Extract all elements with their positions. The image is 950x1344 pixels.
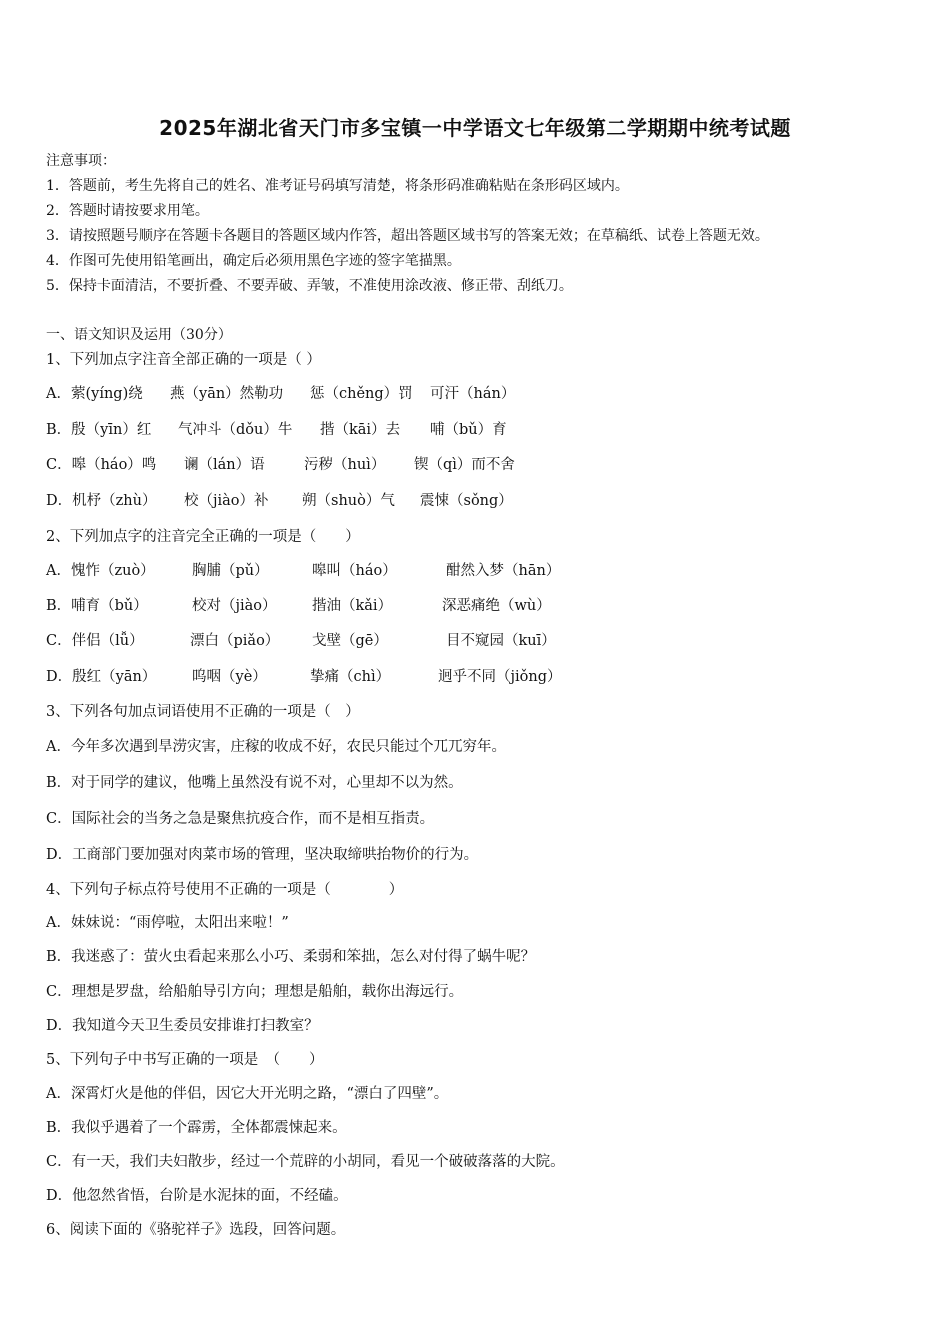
notice-item: 5．保持卡面清洁，不要折叠、不要弄破、弄皱，不准使用涂改液、修正带、刮纸刀。 (46, 278, 573, 294)
option-part: 惩（chěng）罚 (310, 386, 413, 402)
option-part: 谰（lán）语 (184, 457, 265, 473)
option-part: 朔（shuò）气 (302, 493, 395, 509)
option-part: D．殷红（yān） (46, 669, 157, 685)
question-3-option-c: C．国际社会的当务之急是聚焦抗疫合作，而不是相互指责。 (46, 811, 435, 827)
question-5-option-d: D．他忽然省悟，台阶是水泥抹的面，不经磕。 (46, 1188, 348, 1204)
option-part: 胸脯（pǔ） (192, 563, 269, 579)
exam-title: 2025年湖北省天门市多宝镇一中学语文七年级第二学期期中统考试题 (159, 116, 791, 140)
question-4-option-b: B．我迷惑了：萤火虫看起来那么小巧、柔弱和笨拙，怎么对付得了蜗牛呢？ (46, 949, 536, 965)
option-part: 深恶痛绝（wù） (442, 598, 551, 614)
option-part: B．殷（yīn）红 (46, 422, 152, 438)
question-3-option-b: B．对于同学的建议，他嘴上虽然没有说不对，心里却不以为然。 (46, 775, 463, 791)
question-6-stem: 6、阅读下面的《骆驼祥子》选段，回答问题。 (46, 1222, 346, 1238)
section-heading: 一、语文知识及运用（30分） (46, 327, 232, 343)
option-part: 震悚（sǒng） (420, 493, 513, 509)
option-part: 挚痛（chì） (310, 669, 391, 685)
notice-item: 2．答题时请按要求用笔。 (46, 203, 209, 219)
option-part: 校（jiào）补 (184, 493, 269, 509)
option-part: B．哺育（bǔ） (46, 598, 148, 614)
option-part: 气冲斗（dǒu）牛 (178, 422, 293, 438)
question-4-option-d: D．我知道今天卫生委员安排谁打扫教室？ (46, 1018, 319, 1034)
option-part: 揩（kāi）去 (320, 422, 401, 438)
question-5-option-a: A．深霄灯火是他的伴侣，因它大开光明之路，“漂白了四壁”。 (46, 1086, 449, 1102)
question-2-option-c (46, 631, 906, 653)
option-part: A．萦(yíng)绕 (46, 386, 143, 402)
question-4-option-a: A．妹妹说：“雨停啦，太阳出来啦！” (46, 915, 289, 931)
question-1-option-d (46, 491, 906, 513)
question-5-option-b: B．我似乎遇着了一个霹雳，全体都震悚起来。 (46, 1120, 347, 1136)
option-part: 哺（bǔ）育 (430, 422, 507, 438)
question-2-stem: 2、下列加点字的注音完全正确的一项是（ ） (46, 529, 360, 545)
question-3-stem: 3、下列各句加点词语使用不正确的一项是（ ） (46, 704, 360, 720)
question-2-option-d (46, 667, 906, 689)
question-1-option-a (46, 384, 906, 406)
notice-heading: 注意事项： (46, 153, 116, 169)
option-part: C．嗥（háo）鸣 (46, 457, 157, 473)
option-part: 嗥叫（háo） (312, 563, 397, 579)
option-part: 燕（yān）然勒功 (170, 386, 284, 402)
notice-item: 1．答题前，考生先将自己的姓名、准考证号码填写清楚，将条形码准确粘贴在条形码区域内。 (46, 178, 629, 194)
option-part: 锲（qì）而不舍 (414, 457, 515, 473)
option-part: 酣然入梦（hān） (446, 563, 561, 579)
question-2-option-b (46, 596, 906, 618)
option-part: A．愧怍（zuò） (46, 563, 155, 579)
option-part: 迥乎不同（jiǒng） (438, 669, 562, 685)
question-3-option-d: D．工商部门要加强对肉菜市场的管理，坚决取缔哄抬物价的行为。 (46, 847, 479, 863)
option-part: 污秽（huì） (304, 457, 386, 473)
option-part: 漂白（piǎo） (190, 633, 280, 649)
question-4-stem: 4、下列句子标点符号使用不正确的一项是（ ） (46, 882, 404, 898)
option-part: 揩油（kǎi） (312, 598, 393, 614)
option-part: C．伴侣（lǚ） (46, 633, 144, 649)
question-1-option-b (46, 420, 906, 442)
option-part: 目不窥园（kuī） (446, 633, 556, 649)
question-3-option-a: A．今年多次遇到旱涝灾害，庄稼的收成不好，农民只能过个兀兀穷年。 (46, 739, 506, 755)
option-part: 校对（jiào） (192, 598, 277, 614)
question-5-option-c: C．有一天，我们夫妇散步，经过一个荒辟的小胡同，看见一个破破落落的大院。 (46, 1154, 565, 1170)
option-part: 可汗（hán） (430, 386, 516, 402)
question-5-stem: 5、下列句子中书写正确的一项是 （ ） (46, 1052, 324, 1068)
option-part: D．机杼（zhù） (46, 493, 157, 509)
question-2-option-a (46, 561, 906, 583)
question-4-option-c: C．理想是罗盘，给船舶导引方向；理想是船舶，载你出海远行。 (46, 984, 464, 1000)
question-1-stem: 1、下列加点字注音全部正确的一项是（ ） (46, 352, 321, 368)
option-part: 戈壁（gē） (312, 633, 388, 649)
question-1-option-c (46, 455, 906, 477)
option-part: 呜咽（yè） (192, 669, 267, 685)
notice-item: 3．请按照题号顺序在答题卡各题目的答题区域内作答，超出答题区域书写的答案无效；在草稿纸、试卷上答题无效。 (46, 228, 769, 244)
notice-item: 4．作图可先使用铅笔画出，确定后必须用黑色字迹的签字笔描黑。 (46, 253, 461, 269)
